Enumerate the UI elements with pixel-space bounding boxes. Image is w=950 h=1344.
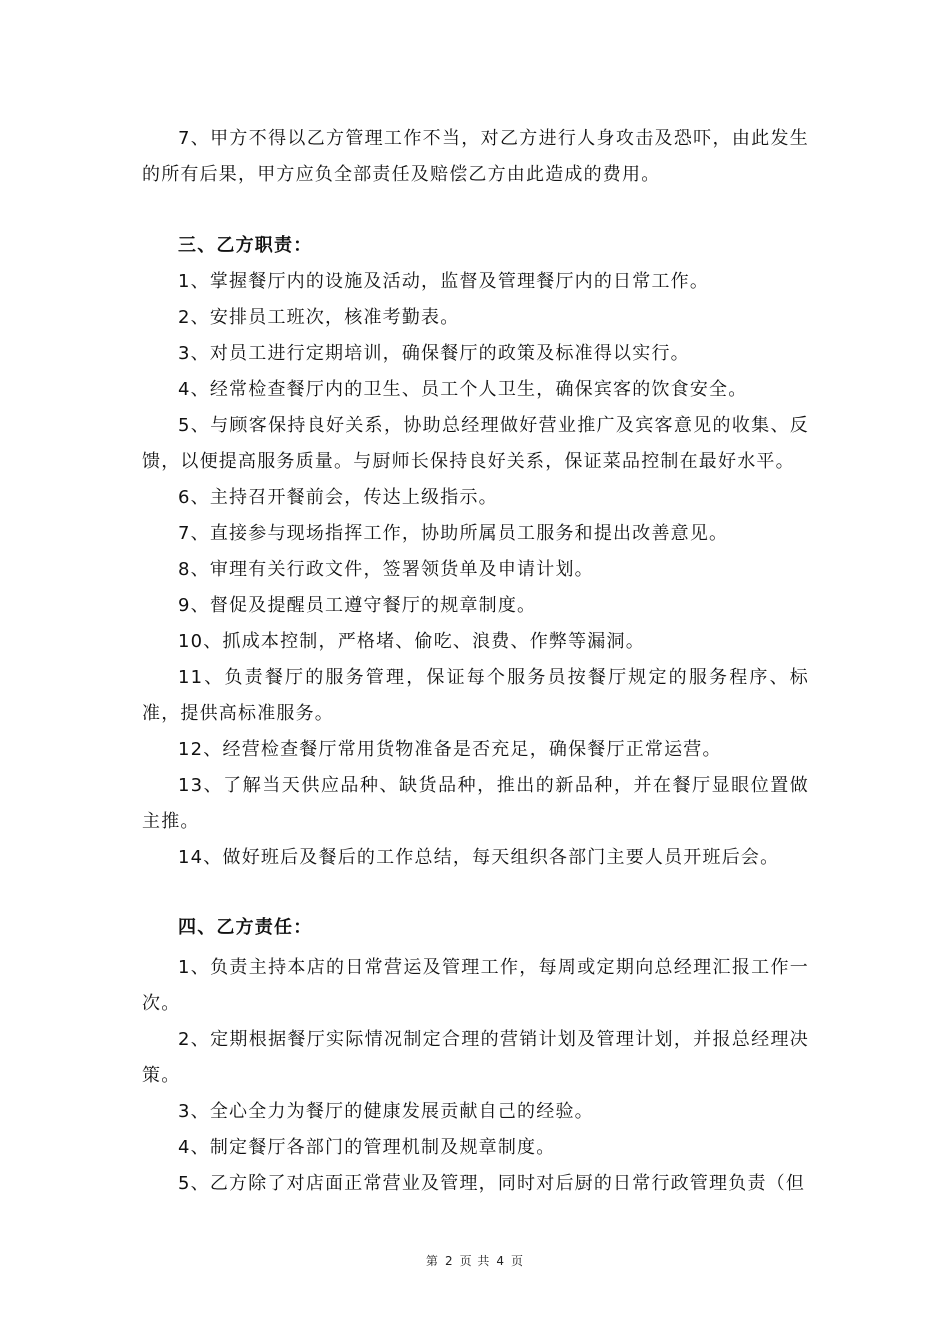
section3-item-13: 13、了解当天供应品种、缺货品种，推出的新品种，并在餐厅显眼位置做主推。 xyxy=(142,775,809,832)
section4-item-3: 3、全心全力为餐厅的健康发展贡献自己的经验。 xyxy=(178,1101,594,1122)
section3-item-10: 10、抓成本控制，严格堵、偷吃、浪费、作弊等漏洞。 xyxy=(178,631,645,652)
footer-suffix: 页 xyxy=(511,1254,525,1268)
footer-middle: 页 共 xyxy=(459,1254,491,1268)
section4-item-4: 4、制定餐厅各部门的管理机制及规章制度。 xyxy=(178,1137,556,1158)
section3-item-5: 5、与顾客保持良好关系，协助总经理做好营业推广及宾客意见的收集、反馈，以便提高服务质量。与厨师长保持良好关系，保证菜品控制在最好水平。 xyxy=(142,415,809,472)
section3-item-9: 9、督促及提醒员工遵守餐厅的规章制度。 xyxy=(178,595,537,616)
page-footer xyxy=(0,1252,950,1269)
footer-prefix: 第 xyxy=(425,1254,439,1268)
section3-item-1: 1、掌握餐厅内的设施及活动，监督及管理餐厅内的日常工作。 xyxy=(178,271,710,292)
section3-item-7: 7、直接参与现场指挥工作，协助所属员工服务和提出改善意见。 xyxy=(178,523,729,544)
section4-heading: 四、乙方责任： xyxy=(178,917,313,938)
section4-item-2: 2、定期根据餐厅实际情况制定合理的营销计划及管理计划，并报总经理决策。 xyxy=(142,1029,809,1086)
footer-total-pages: 4 xyxy=(496,1254,506,1268)
section3-item-14: 14、做好班后及餐后的工作总结，每天组织各部门主要人员开班后会。 xyxy=(178,847,780,868)
section4-item-5: 5、乙方除了对店面正常营业及管理，同时对后厨的日常行政管理负责（但 xyxy=(178,1173,806,1194)
section3-item-6: 6、主持召开餐前会，传达上级指示。 xyxy=(178,487,498,508)
section3-item-4: 4、经常检查餐厅内的卫生、员工个人卫生，确保宾客的饮食安全。 xyxy=(178,379,748,400)
paragraph-section2-item-7: 7、甲方不得以乙方管理工作不当，对乙方进行人身攻击及恐吓，由此发生的所有后果，甲方应负全部责任及赔偿乙方由此造成的费用。 xyxy=(142,128,809,185)
section3-item-11: 11、负责餐厅的服务管理，保证每个服务员按餐厅规定的服务程序、标准，提供高标准服务。 xyxy=(142,667,809,724)
section3-item-2: 2、安排员工班次，核准考勤表。 xyxy=(178,307,460,328)
footer-page-number: 2 xyxy=(444,1254,454,1268)
section3-item-8: 8、审理有关行政文件，签署领货单及申请计划。 xyxy=(178,559,594,580)
section3-heading: 三、乙方职责： xyxy=(178,235,313,256)
section3-item-12: 12、经营检查餐厅常用货物准备是否充足，确保餐厅正常运营。 xyxy=(178,739,722,760)
section3-item-3: 3、对员工进行定期培训，确保餐厅的政策及标准得以实行。 xyxy=(178,343,690,364)
section4-item-1: 1、负责主持本店的日常营运及管理工作，每周或定期向总经理汇报工作一次。 xyxy=(142,957,809,1014)
